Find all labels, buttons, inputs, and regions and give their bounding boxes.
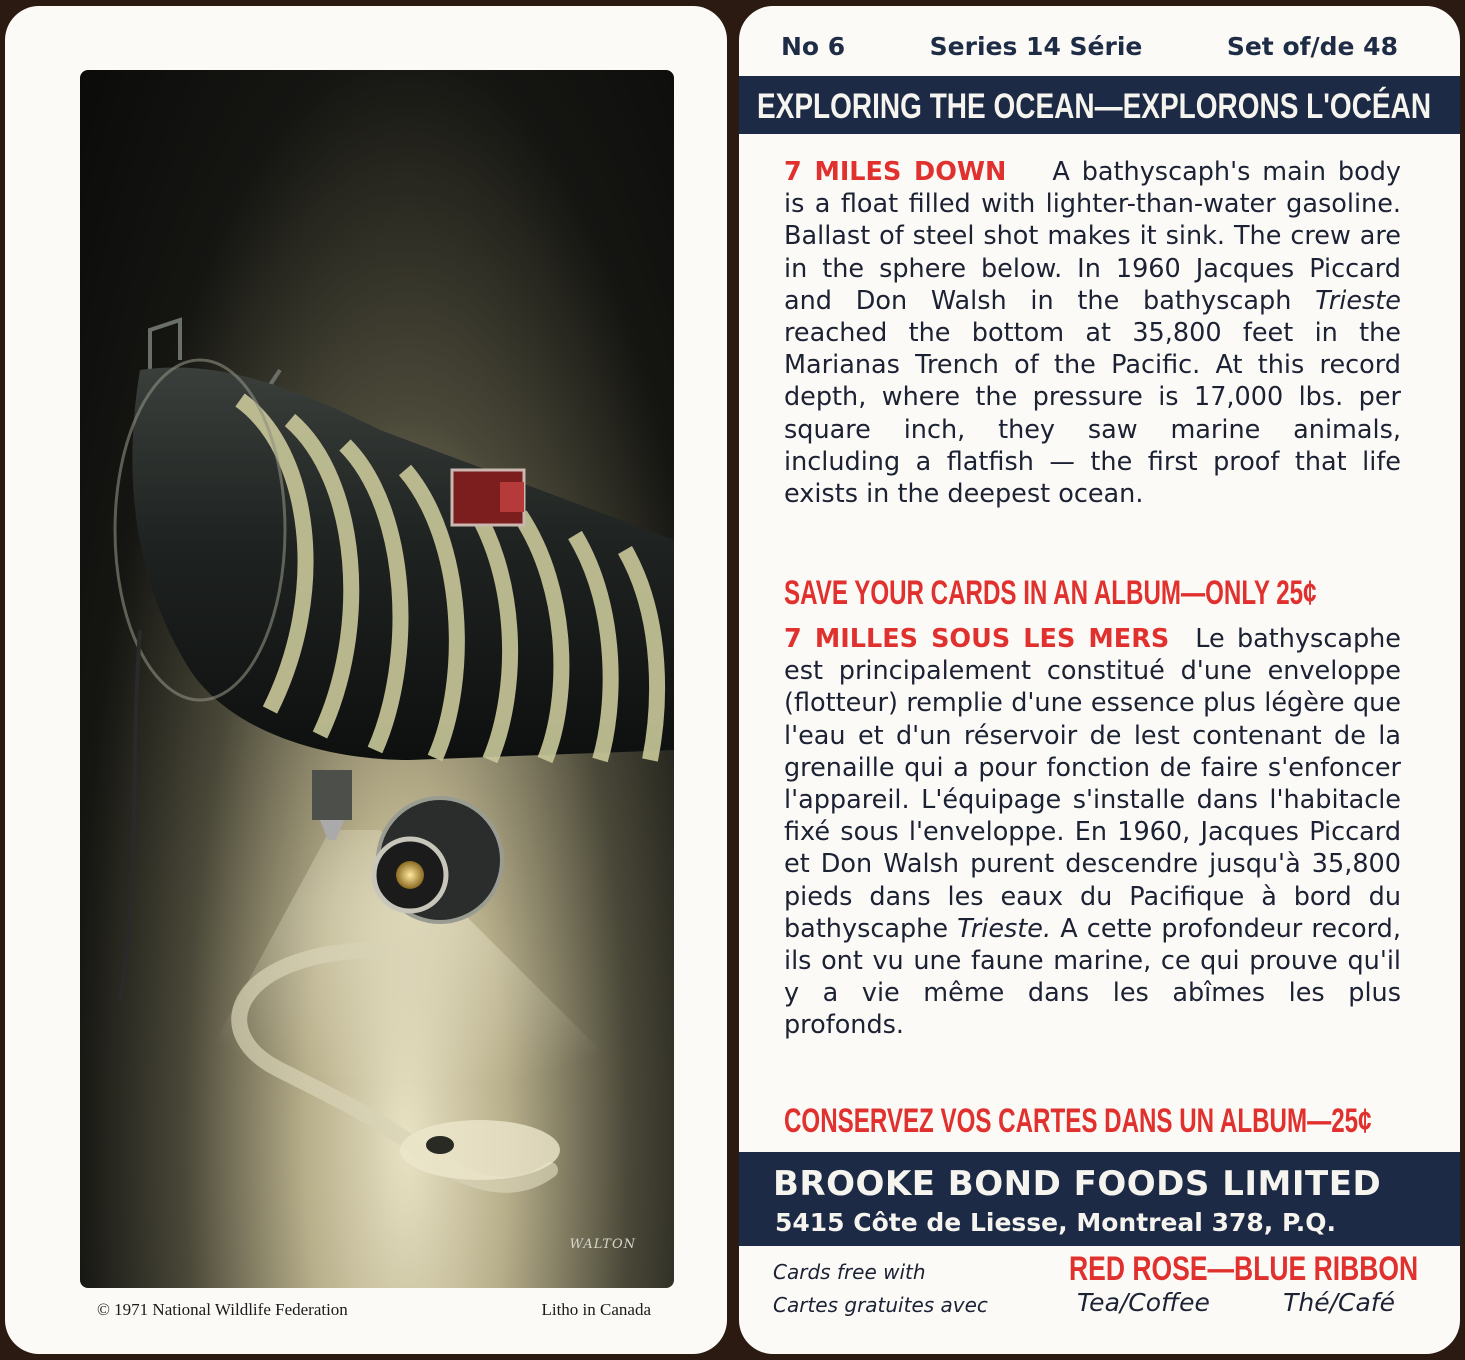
company-address: 5415 Côte de Liesse, Montreal 378, P.Q.: [775, 1208, 1336, 1237]
english-heading: 7 MILES DOWN: [784, 157, 1007, 187]
set-label: Set of/de 48: [1226, 32, 1398, 61]
french-text-1: Le bathyscaphe est principalement constitué d'une enveloppe (flotteur) remplie d'une essence plus légère que l'eau et d'un réservoir de lest contenant de la grenaille qui a pour fonction de faire s'enfoncer l'appareil. L'équipage s'installe dans l'habitacle fixé sous l'enveloppe. En 1960, Jacques Piccard et Don Walsh purent descendre jusqu'à 35,800 pieds dans les eaux du Pacifique à bord du bathyscaphe: [784, 624, 1402, 944]
product-line: [1077, 1288, 1395, 1317]
series-title: EXPLORING THE OCEAN—EXPLORONS L'OCÉAN: [757, 87, 1432, 126]
french-heading: 7 MILLES SOUS LES MERS: [784, 624, 1170, 654]
album-promo-fr: CONSERVEZ VOS CARTES DANS UN ALBUM—25¢: [784, 1102, 1372, 1140]
bathyscaph-illustration: [80, 70, 674, 1288]
english-description: [784, 156, 1401, 510]
card-meta: [781, 32, 1398, 61]
french-text-2: A cette profondeur record, ils ont vu une faune marine, ce qui prouve qu'il y a vie même dans les abîmes les plus profonds.: [784, 913, 1401, 1041]
free-text-en: Cards free with: [773, 1260, 926, 1284]
company-band: [739, 1152, 1460, 1246]
english-text-2: reached the bottom at 35,800 feet in the Marianas Trench of the Pacific. At this record depth, where the pressure is 17,000 lbs. per square inch, they saw marine animals, including a flatfish — the first proof that life exists in the deepest ocean.: [784, 318, 1401, 510]
vessel-name-fr: Trieste.: [957, 913, 1052, 944]
cards-free-note: [773, 1256, 988, 1322]
card-number: No 6: [781, 32, 846, 61]
litho-text: Litho in Canada: [541, 1300, 651, 1319]
product-en: Tea/Coffee: [1077, 1288, 1210, 1317]
french-description: [784, 623, 1401, 1042]
card-back: [739, 6, 1460, 1354]
product-fr: Thé/Café: [1283, 1288, 1395, 1317]
card-front: [5, 6, 727, 1354]
english-text-1: A bathyscaph's main body is a float filled with lighter-than-water gasoline. Ballast of steel shot makes it sink. The crew are in the sphere below. In 1960 Jacques Piccard and Don Walsh in the bathyscaph: [784, 157, 1401, 316]
series-label: Series 14 Série: [929, 32, 1143, 61]
company-name: BROOKE BOND FOODS LIMITED: [773, 1164, 1382, 1204]
bathyscaph-painting: [80, 70, 674, 1288]
title-band: [739, 76, 1460, 134]
brand-names: RED ROSE—BLUE RIBBON: [1069, 1250, 1419, 1288]
front-footer: [97, 1300, 651, 1320]
artist-signature: WALTON: [569, 1237, 636, 1252]
free-text-fr: Cartes gratuites avec: [773, 1293, 988, 1317]
album-promo-en: SAVE YOUR CARDS IN AN ALBUM—ONLY 25¢: [784, 574, 1317, 612]
vessel-name-en: Trieste: [1315, 285, 1401, 316]
copyright-text: © 1971 National Wildlife Federation: [97, 1300, 348, 1319]
